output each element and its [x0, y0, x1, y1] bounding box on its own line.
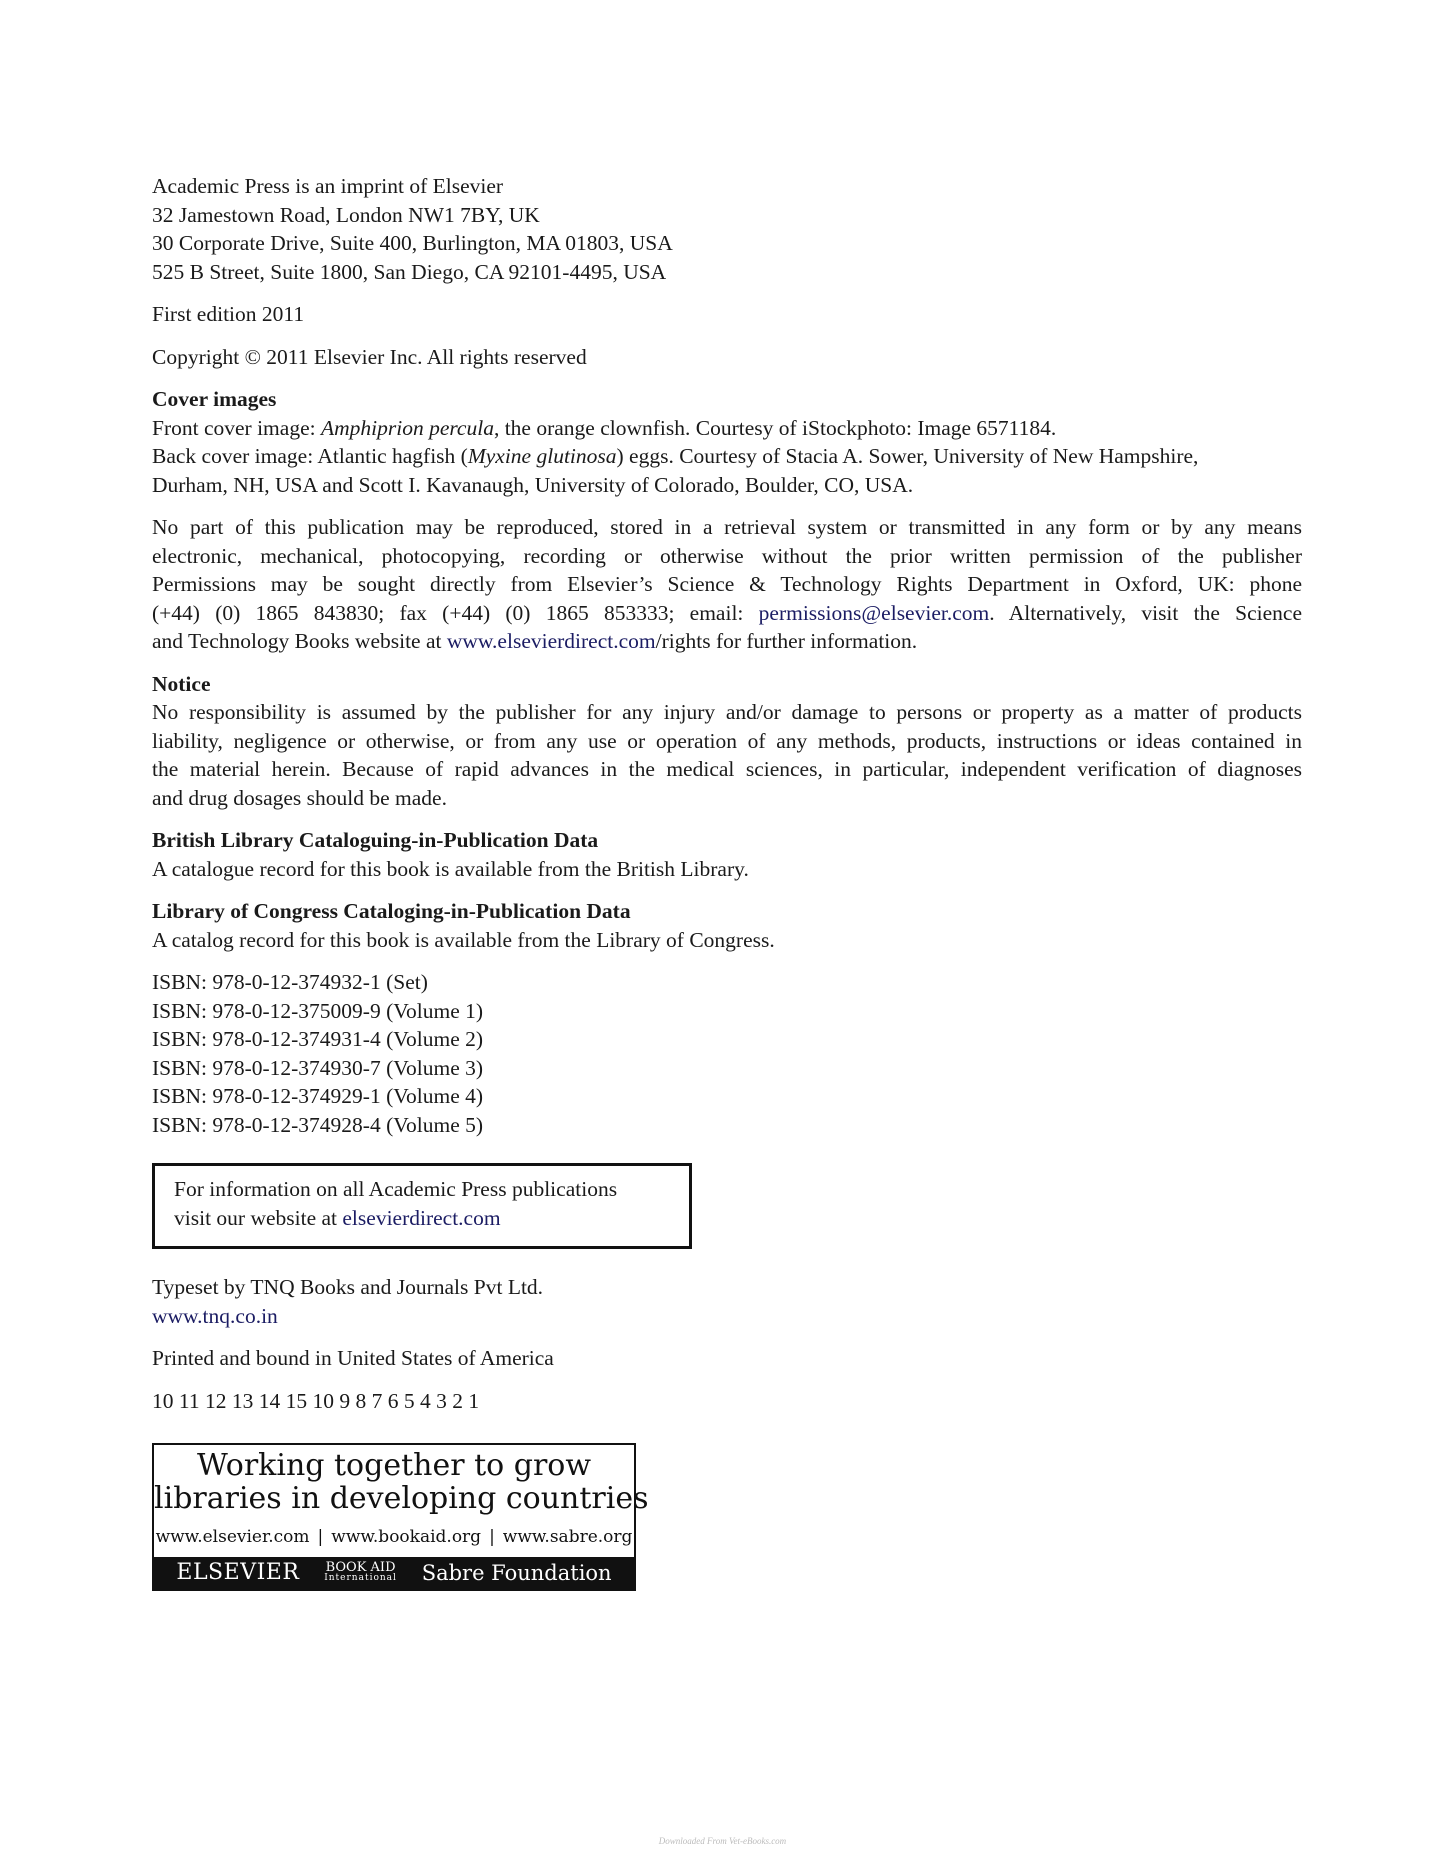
- typeset-text: Typeset by TNQ Books and Journals Pvt Ltd.: [152, 1275, 544, 1299]
- isbn-line: ISBN: 978-0-12-374930-7 (Volume 3): [152, 1055, 484, 1080]
- notice-heading: Notice: [152, 671, 211, 696]
- elsevierdirect-link[interactable]: www.elsevierdirect.com: [446, 629, 656, 653]
- british-library-text: A catalogue record for this book is available from the British Library.: [152, 856, 749, 881]
- address-line: 32 Jamestown Road, London NW1 7BY, UK: [152, 202, 540, 227]
- notice-block: [152, 670, 1302, 813]
- isbn-list: [152, 968, 1302, 1139]
- bookaid-logo: [152, 1443, 649, 1591]
- notice-line: and drug dosages should be made.: [152, 785, 447, 810]
- printed-line: Printed and bound in United States of America: [152, 1346, 554, 1370]
- bookaid-logo-bar: [154, 1557, 634, 1589]
- edition-line: First edition 2011: [152, 302, 305, 326]
- isbn-line: ISBN: 978-0-12-374932-1 (Set): [152, 970, 428, 994]
- bookaid-url: www.bookaid.org: [331, 1527, 482, 1547]
- isbn-line: ISBN: 978-0-12-375009-9 (Volume 1): [152, 998, 484, 1023]
- front-cover-line: Front cover image: Amphiprion percula, the orange clownfish. Courtesy of iStockphoto: Image 6571184.: [152, 415, 1057, 440]
- address-line: 525 B Street, Suite 1800, San Diego, CA 92101-4495, USA: [152, 259, 667, 284]
- library-of-congress-block: [152, 897, 1302, 954]
- bookaid-urls: www.elsevier.com | www.bookaid.org | www.sabre.org: [155, 1527, 633, 1547]
- isbn-line: ISBN: 978-0-12-374928-4 (Volume 5): [152, 1112, 484, 1137]
- bookaid-logo-text: BOOK AID International: [324, 1560, 397, 1583]
- print-number-line: 10 11 12 13 14 15 10 9 8 7 6 5 4 3 2 1: [152, 1388, 480, 1413]
- british-library-heading: British Library Cataloguing-in-Publication Data: [152, 828, 599, 852]
- publisher-block: [152, 172, 1302, 286]
- isbn-line: ISBN: 978-0-12-374929-1 (Volume 4): [152, 1084, 484, 1108]
- page-content: [152, 172, 1302, 1591]
- elsevier-url: www.elsevier.com: [155, 1527, 310, 1547]
- permissions-line: electronic, mechanical, photocopying, recording or otherwise without the prior written permission of the publisher: [152, 543, 1302, 568]
- info-box-line: For information on all Academic Press publications: [174, 1177, 618, 1201]
- permissions-email-link[interactable]: permissions@elsevier.com: [758, 600, 990, 625]
- library-of-congress-text: A catalog record for this book is available from the Library of Congress.: [152, 927, 775, 952]
- imprint-line: Academic Press is an imprint of Elsevier: [152, 174, 504, 198]
- isbn-line: ISBN: 978-0-12-374931-4 (Volume 2): [152, 1027, 484, 1051]
- info-box: [152, 1163, 692, 1249]
- elsevier-logo-text: ELSEVIER: [176, 1559, 300, 1585]
- address-line: 30 Corporate Drive, Suite 400, Burlington, MA 01803, USA: [152, 231, 673, 255]
- library-of-congress-heading: Library of Congress Cataloging-in-Publication Data: [152, 899, 631, 923]
- cover-images-heading: Cover images: [152, 387, 277, 411]
- permissions-line: (+44) (0) 1865 843830; fax (+44) (0) 1865 853333; email: permissions@elsevier.com. Alternatively, visit the Science: [152, 600, 1302, 625]
- permissions-line: No part of this publication may be reproduced, stored in a retrieval system or transmitted in any form or by any means: [152, 515, 1302, 539]
- download-watermark: Downloaded From Vet-eBooks.com: [658, 1836, 787, 1846]
- permissions-line: and Technology Books website at www.elsevierdirect.com/rights for further information.: [152, 629, 918, 653]
- sabre-logo-text: Sabre Foundation: [421, 1560, 612, 1585]
- notice-line: liability, negligence or otherwise, or from any use or operation of any methods, products, instructions or ideas contained in: [152, 728, 1302, 753]
- back-cover-line-2: Durham, NH, USA and Scott I. Kavanaugh, University of Colorado, Boulder, CO, USA.: [152, 472, 914, 497]
- notice-line: No responsibility is assumed by the publisher for any injury and/or damage to persons or property as a matter of products: [152, 700, 1302, 724]
- info-box-line: visit our website at elsevierdirect.com: [174, 1205, 501, 1230]
- permissions-line: Permissions may be sought directly from Elsevier’s Science & Technology Rights Department in Oxford, UK: phone: [152, 572, 1302, 596]
- notice-line: the material herein. Because of rapid advances in the medical sciences, in particular, independent verification of diagnoses: [152, 757, 1302, 781]
- tnq-link[interactable]: www.tnq.co.in: [152, 1303, 278, 1328]
- cover-images-block: [152, 385, 1302, 499]
- elsevierdirect-link[interactable]: elsevierdirect.com: [342, 1205, 501, 1230]
- back-species-name: Myxine glutinosa: [467, 444, 617, 468]
- typeset-block: [152, 1273, 1302, 1330]
- british-library-block: [152, 826, 1302, 883]
- bookaid-slogan: Working together to grow libraries in developing countries: [154, 1448, 649, 1516]
- back-cover-line: Back cover image: Atlantic hagfish (Myxine glutinosa) eggs. Courtesy of Stacia A. Sower, University of New Hampshire,: [152, 444, 1199, 468]
- copyright-line: Copyright © 2011 Elsevier Inc. All rights reserved: [152, 344, 587, 369]
- front-species-name: Amphiprion percula: [320, 415, 494, 440]
- sabre-url: www.sabre.org: [502, 1527, 633, 1547]
- permissions-block: [152, 513, 1302, 656]
